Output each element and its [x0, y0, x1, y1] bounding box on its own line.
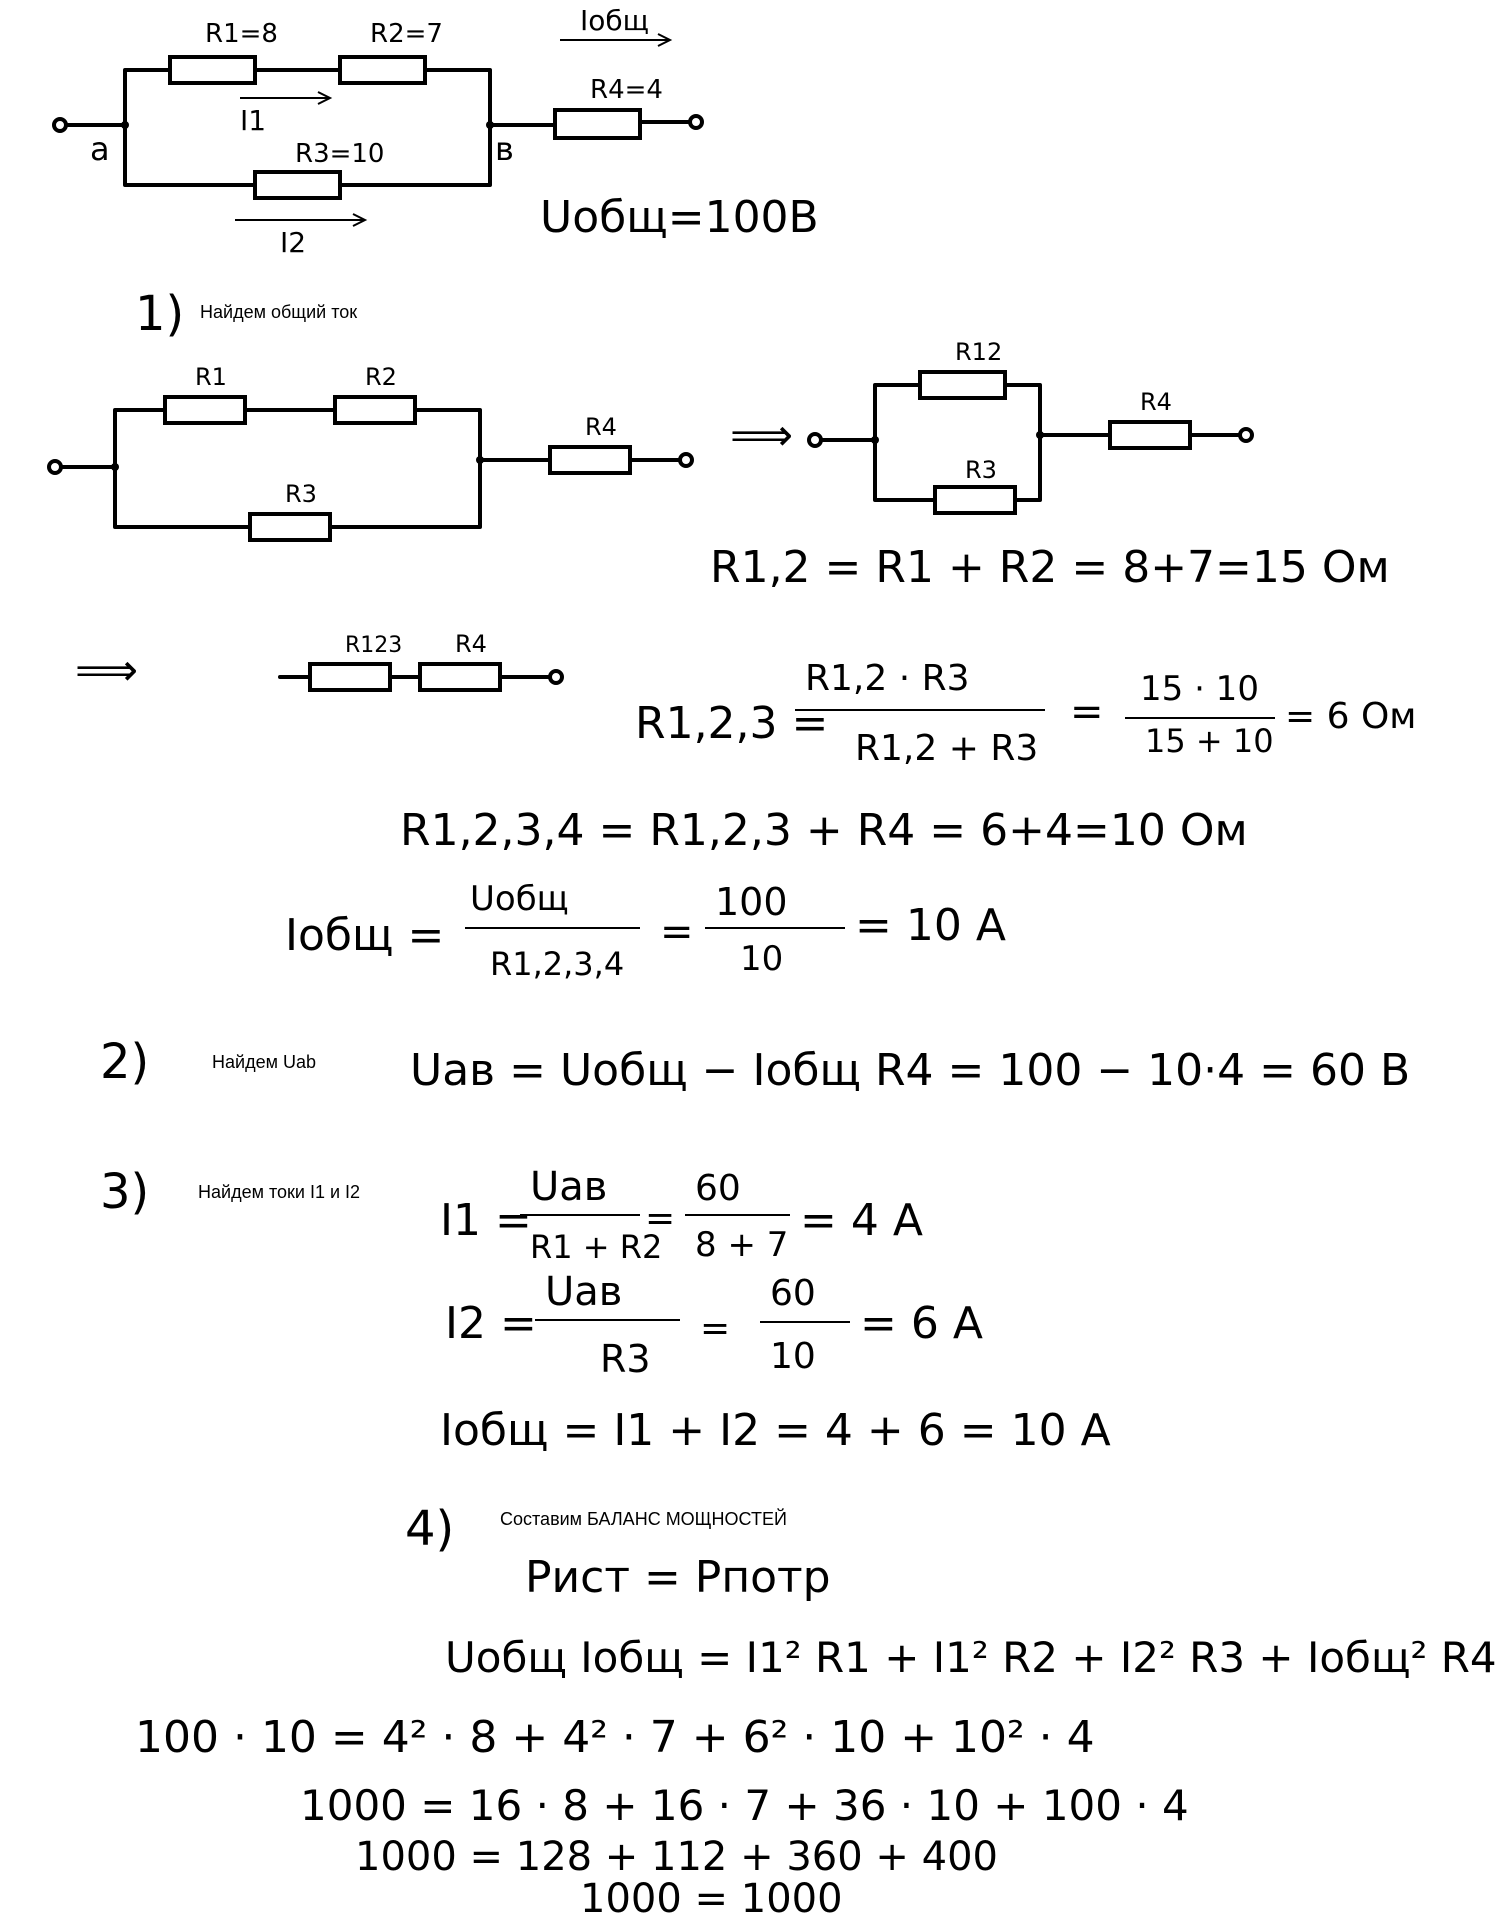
eq-power-4: 1000 = 16 · 8 + 16 · 7 + 36 · 10 + 100 · 4	[300, 1781, 1189, 1830]
c2-resistor-r3	[250, 514, 330, 540]
step3-heading: Найдем токи I1 и I2	[198, 1182, 361, 1202]
eq-i2-eq: =	[700, 1308, 731, 1349]
eq-i1-res: = 4 A	[800, 1195, 923, 1246]
eq-i2-den2: 10	[770, 1336, 816, 1377]
resistor-r1	[170, 57, 255, 83]
label-r2: R2=7	[370, 19, 443, 49]
c3-resistor-r4	[1110, 422, 1190, 448]
eq-isum: Iобщ = I1 + I2 = 4 + 6 = 10 A	[440, 1405, 1111, 1456]
eq-i-res: = 10 A	[855, 900, 1006, 951]
step2-number: 2)	[100, 1034, 150, 1090]
c3-label-r4: R4	[1140, 388, 1172, 416]
eq-i1-num: Uав	[530, 1164, 608, 1210]
resistor-r4	[555, 110, 640, 138]
c3-label-r12: R12	[955, 338, 1003, 366]
eq-power-5: 1000 = 128 + 112 + 360 + 400	[355, 1834, 998, 1880]
eq-power-1: Pист = Pпотр	[525, 1552, 831, 1603]
step4-heading: Составим БАЛАНС МОЩНОСТЕЙ	[500, 1509, 787, 1529]
step4-number: 4)	[405, 1501, 455, 1557]
circuit-2	[49, 363, 692, 540]
label-node-b: в	[495, 130, 514, 168]
eq-i1-den2: 8 + 7	[695, 1225, 789, 1265]
eq-power-3: 100 · 10 = 4² · 8 + 4² · 7 + 6² · 10 + 10² · 4	[135, 1712, 1095, 1763]
eq-i-den2: 10	[740, 939, 784, 979]
c3-resistor-r12	[920, 372, 1005, 398]
eq-i-num: Uобщ	[470, 879, 569, 919]
eq-power-6: 1000 = 1000	[580, 1876, 843, 1915]
c2-resistor-r4	[550, 447, 630, 473]
eq-i2-num: Uав	[545, 1269, 623, 1315]
eq-i1-eq: =	[645, 1198, 676, 1239]
step3-number: 3)	[100, 1164, 150, 1220]
eq-i2-den: R3	[600, 1337, 651, 1381]
eq-r123-den2: 15 + 10	[1145, 722, 1274, 760]
resistor-r2	[340, 57, 425, 83]
c2-label-r1: R1	[195, 363, 227, 391]
arrow-i2	[235, 214, 365, 226]
label-voltage: Uобщ=100В	[540, 192, 819, 243]
c2-label-r2: R2	[365, 363, 397, 391]
c2-label-r3: R3	[285, 480, 317, 508]
terminal-right	[690, 116, 702, 128]
label-itotal: Iобщ	[580, 4, 650, 37]
eq-i2-num2: 60	[770, 1273, 816, 1314]
eq-i1-den: R1 + R2	[530, 1228, 663, 1266]
resistor-r3	[255, 172, 340, 198]
circuit-4	[280, 630, 562, 690]
label-r3: R3=10	[295, 139, 385, 169]
c4-label-r4: R4	[455, 630, 487, 658]
step1-arrow-1: ⟹	[730, 410, 794, 461]
arrow-i1	[240, 92, 330, 104]
c2-resistor-r2	[335, 397, 415, 423]
c3-resistor-r3	[935, 487, 1015, 513]
eq-i1-lhs: I1 =	[440, 1195, 532, 1246]
step1-number: 1)	[135, 286, 185, 342]
eq-i-lhs: Iобщ =	[285, 910, 445, 961]
eq-i1-num2: 60	[695, 1168, 741, 1209]
eq-i-eq: =	[660, 909, 694, 955]
step1-arrow-2: ⟹	[75, 645, 139, 696]
c4-resistor-r4	[420, 664, 500, 690]
eq-r1234: R1,2,3,4 = R1,2,3 + R4 = 6+4=10 Ом	[400, 805, 1248, 856]
eq-r123-den: R1,2 + R3	[855, 728, 1039, 769]
eq-r123-lhs: R1,2,3 =	[635, 698, 829, 749]
c4-resistor-r123	[310, 664, 390, 690]
eq-i2-res: = 6 A	[860, 1298, 983, 1349]
c2-label-r4: R4	[585, 413, 617, 441]
label-i2: I2	[280, 226, 307, 259]
c3-label-r3: R3	[965, 456, 997, 484]
eq-r123-num2: 15 · 10	[1140, 669, 1259, 709]
eq-power-2: Uобщ Iобщ = I1² R1 + I1² R2 + I2² R3 + Iобщ² R4	[445, 1633, 1497, 1682]
eq-i-den: R1,2,3,4	[490, 945, 625, 983]
step1-heading: Найдем общий ток	[200, 302, 358, 322]
eq-r123-res: = 6 Ом	[1285, 696, 1417, 737]
c4-label-r123: R123	[345, 633, 403, 658]
eq-uab: Uав = Uобщ − Iобщ R4 = 100 − 10·4 = 60 В	[410, 1045, 1411, 1096]
eq-r123-eq: =	[1070, 689, 1104, 735]
circuit-3	[809, 338, 1252, 513]
circuit-1	[54, 4, 819, 259]
c2-resistor-r1	[165, 397, 245, 423]
label-r4: R4=4	[590, 75, 663, 105]
label-i1: I1	[240, 104, 267, 137]
step2-heading: Найдем Uab	[212, 1052, 316, 1072]
eq-r123-num: R1,2 · R3	[805, 658, 970, 699]
label-node-a: a	[90, 130, 110, 168]
label-r1: R1=8	[205, 19, 278, 49]
eq-i2-lhs: I2 =	[445, 1298, 537, 1349]
eq-r12: R1,2 = R1 + R2 = 8+7=15 Ом	[710, 542, 1390, 593]
eq-i-num2: 100	[715, 880, 788, 924]
